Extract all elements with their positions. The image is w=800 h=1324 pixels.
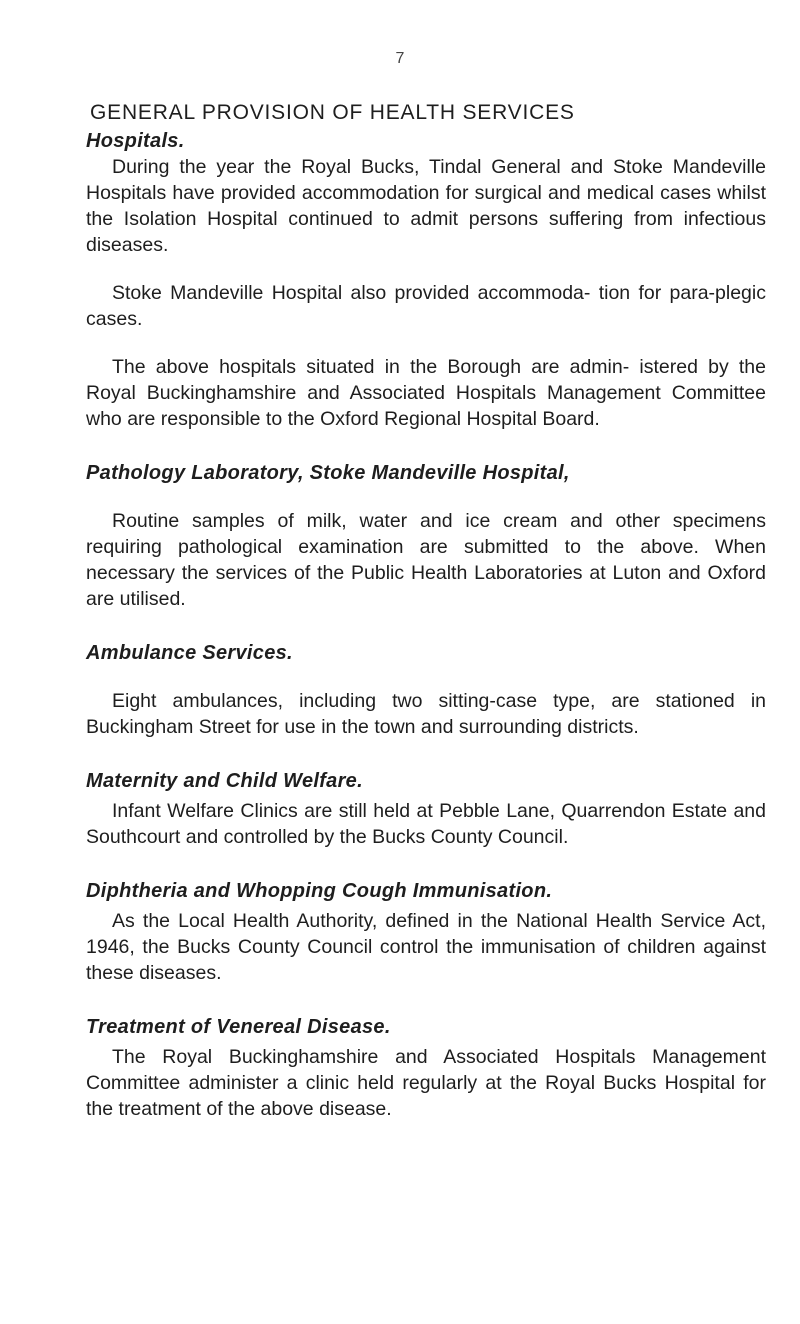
paragraph-hospitals-2: Stoke Mandeville Hospital also provided accommoda- tion for para-plegic cases. (86, 282, 766, 330)
section-heading-pathology-laboratory: Pathology Laboratory, Stoke Mandeville Hospital, (86, 462, 570, 484)
section-immunisation (86, 878, 766, 986)
section-heading-hospitals: Hospitals. (86, 130, 185, 152)
page-number: 7 (395, 50, 405, 67)
section-heading-venereal-disease: Treatment of Venereal Disease. (86, 1016, 391, 1038)
page-title: GENERAL PROVISION OF HEALTH SERVICES (90, 101, 575, 124)
section-heading-ambulance-services: Ambulance Services. (86, 642, 293, 664)
paragraph-pathology-laboratory: Routine samples of milk, water and ice cream and other specimens requiring pathological examination are submitted to the above. When necessary the services of the Public Health Laboratories at Luton and Oxford are utilised. (86, 510, 766, 610)
section-hospitals (86, 128, 766, 432)
paragraph-hospitals-1: During the year the Royal Bucks, Tindal General and Stoke Mandeville Hospitals have provided accommodation for surgical and medical cases whilst the Isolation Hospital continued to admit persons suffering from infectious diseases. (86, 156, 766, 256)
paragraph-venereal-disease: The Royal Buckinghamshire and Associated Hospitals Management Committee administer a clinic held regularly at the Royal Bucks Hospital for the treatment of the above disease. (86, 1046, 766, 1120)
section-heading-immunisation: Diphtheria and Whopping Cough Immunisation. (86, 880, 553, 902)
paragraph-ambulance-services: Eight ambulances, including two sitting-case type, are stationed in Buckingham Street for use in the town and surrounding districts. (86, 690, 766, 738)
paragraph-immunisation: As the Local Health Authority, defined in the National Health Service Act, 1946, the Bucks County Council control the immunisation of children against these diseases. (86, 910, 766, 984)
section-maternity-child-welfare (86, 768, 766, 850)
section-ambulance-services (86, 640, 766, 740)
section-pathology-laboratory (86, 460, 766, 612)
section-heading-maternity-child-welfare: Maternity and Child Welfare. (86, 770, 363, 792)
section-venereal-disease (86, 1014, 766, 1122)
document-body (86, 98, 766, 1122)
paragraph-maternity-child-welfare: Infant Welfare Clinics are still held at Pebble Lane, Quarrendon Estate and Southcourt and controlled by the Bucks County Council. (86, 800, 766, 848)
paragraph-hospitals-3: The above hospitals situated in the Borough are admin- istered by the Royal Buckinghamshire and Associated Hospitals Management Committee who are responsible to the Oxford Regional Hospital Board. (86, 356, 766, 430)
